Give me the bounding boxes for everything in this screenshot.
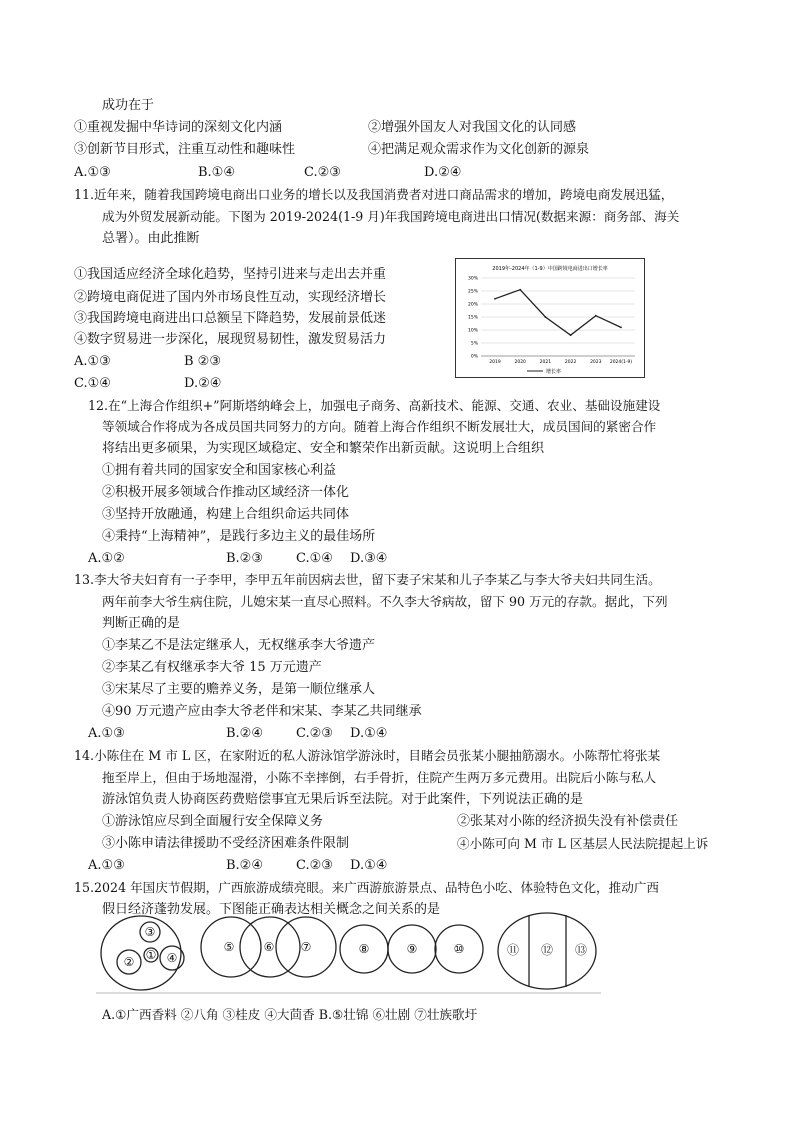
chart-data-point: [519, 289, 521, 291]
chart-x-tick-label: 2019: [489, 360, 501, 365]
q12-choices: [88, 550, 388, 568]
chart-x-tick-label: 2021: [539, 360, 552, 365]
q12-option-2: ②积极开展多领域合作推动区域经济一体化: [102, 485, 350, 500]
label-3: ③: [144, 925, 156, 939]
q13-option-3: ③宋某尽了主要的赡养义务，是第一顺位继承人: [102, 682, 376, 697]
q10-choice-d: D.②④: [424, 165, 462, 180]
q12-choice-a: A.①②: [88, 551, 125, 566]
q14-choice-b: B.②④: [226, 858, 263, 873]
q15-concept-diagram: [96, 912, 606, 997]
q10-choices: [74, 164, 462, 182]
q12-choice-d: D.③④: [350, 551, 388, 566]
chart-y-tick-label: 15%: [467, 315, 478, 321]
q15-answer-line: A.①广西香料 ②八角 ③桂皮 ④大茴香 B.⑤壮锦 ⑥壮剧 ⑦壮族歌圩: [102, 1007, 478, 1022]
q10-choice-c: C.②③: [304, 165, 341, 180]
q11-choice-d: D.②④: [184, 376, 222, 391]
q11-stem-3: 总署）。由此推断: [102, 231, 200, 246]
label-5: ⑤: [223, 940, 235, 954]
q14-choice-c: C.②③: [296, 858, 333, 873]
chart-x-tick-label: 2024(1-9): [609, 360, 633, 365]
q13-option-1: ①李某乙不是法定继承人，无权继承李大爷遗产: [102, 638, 376, 653]
q11-choice-a: A.①③: [74, 354, 111, 369]
chart-x-tick-label: 2020: [514, 360, 526, 365]
chart-data-point: [570, 334, 572, 336]
chart-y-tick-label: 10%: [467, 328, 478, 334]
q13-stem-1: 13.李大爷夫妇育有一子李甲，李甲五年前因病去世，留下妻子宋某和儿子李某乙与李大爷夫妇共同生活。: [74, 572, 661, 587]
q14-option-2: ②张某对小陈的经济损失没有补偿责任: [457, 814, 679, 829]
q10-option-3: ③创新节目形式，注重互动性和趣味性: [74, 142, 296, 157]
label-9: ⑨: [406, 942, 418, 956]
q14-stem-3: 游泳馆负责人协商医药费赔偿事宜无果后诉至法院。对于此案件，下列说法正确的是: [102, 792, 584, 807]
label-12: ⑫: [540, 943, 554, 957]
label-10: ⑩: [453, 942, 465, 956]
label-7: ⑦: [300, 940, 312, 954]
q14-option-3: ③小陈申请法律援助不受经济困难条件限制: [102, 836, 350, 851]
label-13: ⑬: [574, 943, 588, 957]
q13-stem-3: 判断正确的是: [102, 616, 181, 631]
chart-y-tick-label: 5%: [470, 341, 478, 347]
q12-choice-b: B.②③: [226, 551, 263, 566]
q15-stem-1: 15.2024 年国庆节假期，广西旅游成绩亮眼。来广西游旅游景点、品特色小吃、体验特色文化，推动广西: [74, 880, 660, 895]
q15-stem-2: 假日经济蓬勃发展。下图能正确表达相关概念之间关系的是: [102, 902, 441, 917]
q11-option-4: ④数字贸易进一步深化，展现贸易韧性，激发贸易活力: [74, 332, 387, 347]
q12-stem-2: 等领域合作将成为各成员国共同努力的方向。随着上海合作组织不断发展壮大，成员国间的紧密合作: [102, 419, 657, 434]
chart-data-point: [545, 316, 547, 318]
q14-stem-1: 14.小陈住在 M 市 L 区，在家附近的私人游泳馆学游泳时，目睹会员张某小腿抽筋溺水。小陈帮忙将张某: [74, 748, 661, 763]
q13-choice-a: A.①③: [88, 726, 125, 741]
q10-option-1: ①重视发掘中华诗词的深刻文化内涵: [74, 120, 283, 135]
q14-stem-2: 拖至岸上，但由于场地湿滑，小陈不幸摔倒，右手骨折，住院产生两万多元费用。出院后小陈与私人: [102, 770, 657, 785]
chart-y-tick-label: 30%: [467, 276, 478, 282]
q10-choice-b: B.①④: [198, 165, 235, 180]
q10-choice-a: A.①③: [74, 165, 111, 180]
chart-x-tick-label: 2022: [564, 360, 577, 365]
chart-y-tick-label: 20%: [467, 302, 478, 308]
q12-stem-3: 将结出更多硕果，为实现区域稳定、安全和繁荣作出新贡献。这说明上合组织: [102, 441, 545, 456]
q11-stem-2: 成为外贸发展新动能。下图为 2019-2024(1-9 月)年我国跨境电商进出口情况(数据来源：商务部、海关: [102, 209, 680, 224]
q14-option-4: ④小陈可向 M 市 L 区基层人民法院提起上诉: [457, 836, 709, 851]
chart-legend-label: 增长率: [546, 369, 562, 375]
label-2: ②: [123, 955, 135, 969]
chart-y-tick-label: 25%: [467, 289, 478, 295]
q12-option-4: ④秉持“上海精神”，是践行多边主义的最佳场所: [102, 529, 376, 544]
q11-choice-b: B ②③: [184, 354, 221, 369]
label-4: ④: [166, 951, 178, 965]
q12-option-3: ③坚持开放融通，构建上合组织命运共同体: [102, 507, 350, 522]
q11-choice-c: C.①④: [74, 376, 111, 391]
q13-choice-b: B.②④: [226, 726, 263, 741]
chart-data-point: [494, 298, 496, 300]
q13-stem-2: 两年前李大爷生病住院，儿媳宋某一直尽心照料。不久李大爷病故，留下 90 万元的存款。据此，下列: [102, 594, 668, 609]
q13-option-2: ②李某乙有权继承李大爷 15 万元遗产: [102, 660, 322, 675]
q10-option-2: ②增强外国友人对我国文化的认同感: [368, 120, 577, 135]
chart-data-point: [595, 315, 597, 317]
chart-title: 2019年-2024年（1-9）中国跨境电商进出口增长率: [492, 266, 608, 272]
q12-option-1: ①拥有着共同的国家安全和国家核心利益: [102, 463, 337, 478]
label-8: ⑧: [358, 942, 370, 956]
label-1: ①: [145, 948, 157, 962]
chart-y-tick-label: 0%: [470, 354, 478, 360]
q13-choices: [88, 725, 388, 743]
q13-option-4: ④90 万元遗产应由李大爷老伴和宋某、李某乙共同继承: [102, 704, 422, 719]
q11-option-3: ③我国跨境电商进出口总额呈下降趋势，发展前景低迷: [74, 311, 387, 326]
q11-option-2: ②跨境电商促进了国内外市场良性互动，实现经济增长: [74, 290, 387, 305]
q12-choice-c: C.①④: [296, 551, 333, 566]
q10-option-4: ④把满足观众需求作为文化创新的源泉: [368, 142, 590, 157]
q14-choice-a: A.①③: [88, 858, 125, 873]
q12-stem-1: 12.在“上海合作组织+”阿斯塔纳峰会上，加强电子商务、高新技术、能源、交通、农业、基础设施建设: [88, 398, 661, 413]
q14-option-1: ①游泳馆应尽到全面履行安全保障义务: [102, 814, 324, 829]
q11-line-chart: [455, 258, 645, 378]
label-11: ⑪: [506, 943, 520, 957]
q13-choice-c: C.②③: [296, 726, 333, 741]
q11-option-1: ①我国适应经济全球化趋势，坚持引进来与走出去并重: [74, 267, 387, 282]
label-6: ⑥: [263, 940, 275, 954]
q14-choices: [88, 857, 388, 875]
chart-data-point: [620, 327, 622, 329]
q11-stem-1: 11.近年来，随着我国跨境电商出口业务的增长以及我国消费者对进口商品需求的增加，跨境电商发展迅猛，: [74, 187, 674, 202]
q13-choice-d: D.①④: [350, 726, 388, 741]
q10-stem-tail: 成功在于: [102, 98, 155, 113]
q14-choice-d: D.①④: [350, 858, 388, 873]
chart-x-tick-label: 2023: [590, 360, 602, 365]
